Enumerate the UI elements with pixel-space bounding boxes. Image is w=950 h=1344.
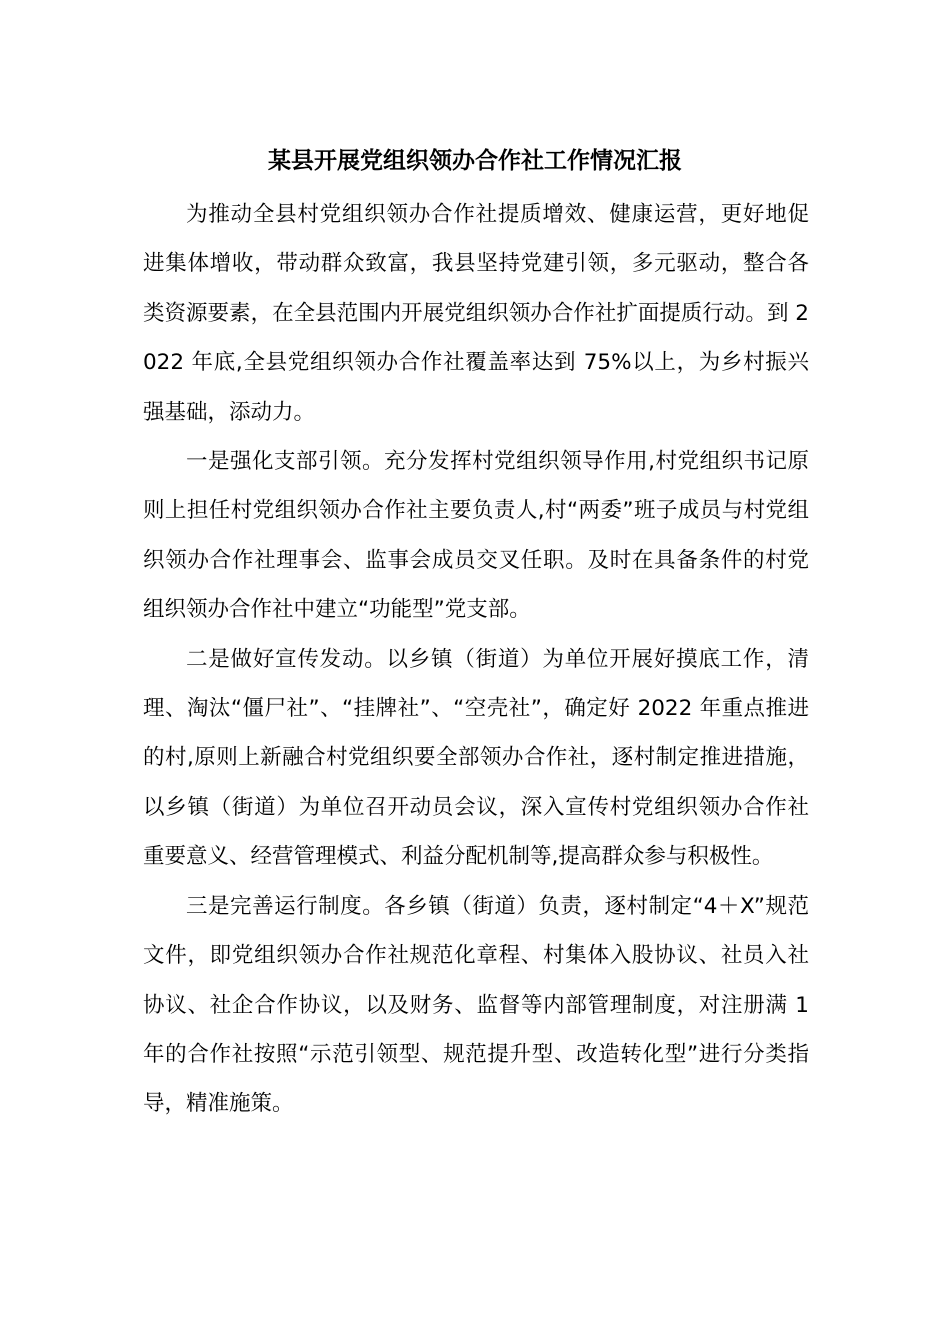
paragraph-operating-system: 三是完善运行制度。各乡镇（街道）负责，逐村制定“4＋X”规范文件，即党组织领办合作社规范化章程、村集体入股协议、社员入社协议、社企合作协议，以及财务、监督等内部管理制度，对注册满 1 年的合作社按照“示范引领型、规范提升型、改造转化型”进行分类指导，精准施策。 bbox=[143, 893, 809, 1117]
paragraph-branch-leadership: 一是强化支部引领。充分发挥村党组织领导作用,村党组织书记原则上担任村党组织领办合作社主要负责人,村“两委”班子成员与村党组织领办合作社理事会、监事会成员交叉任职。及时在具备条件的村党组织领办合作社中建立“功能型”党支部。 bbox=[143, 449, 809, 623]
paragraph-publicity-mobilization: 二是做好宣传发动。以乡镇（街道）为单位开展好摸底工作，清理、淘汰“僵尸社”、“挂牌社”、“空壳社”，确定好 2022 年重点推进的村,原则上新融合村党组织要全部领办合作社，逐村制定推进措施，以乡镇（街道）为单位召开动员会议，深入宣传村党组织领办合作社重要意义、经营管理模式、利益分配机制等,提高群众参与积极性。 bbox=[143, 646, 809, 870]
document-title: 某县开展党组织领办合作社工作情况汇报 bbox=[268, 148, 682, 174]
paragraph-intro: 为推动全县村党组织领办合作社提质增效、健康运营，更好地促进集体增收，带动群众致富，我县坚持党建引领，多元驱动，整合各类资源要素，在全县范围内开展党组织领办合作社扩面提质行动。到 2022 年底,全县党组织领办合作社覆盖率达到 75%以上，为乡村振兴强基础，添动力。 bbox=[143, 202, 809, 425]
document-body bbox=[143, 190, 809, 1129]
